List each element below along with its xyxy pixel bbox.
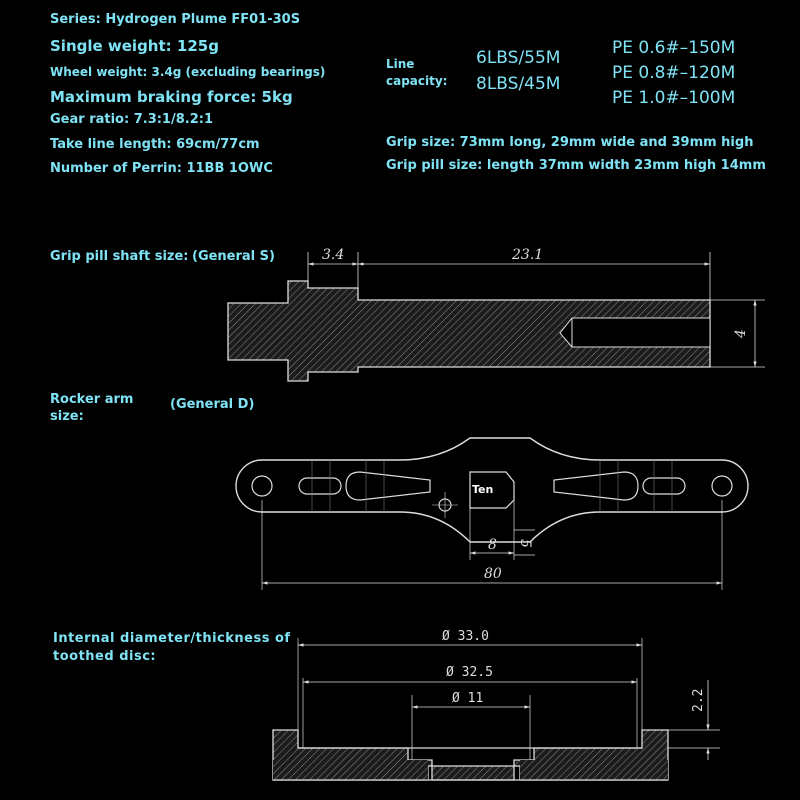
grip-size: Grip size: 73mm long, 29mm wide and 39mm high bbox=[386, 135, 754, 150]
disc-dim-32-5: Ø 32.5 bbox=[446, 665, 493, 680]
grip-pill-size: Grip pill size: length 37mm width 23mm high 14mm bbox=[386, 158, 766, 173]
rocker-general: (General D) bbox=[170, 397, 255, 412]
disc-label-1: Internal diameter/thickness of bbox=[53, 631, 291, 646]
rocker-arm-drawing bbox=[236, 438, 748, 590]
line-pe-1: PE 0.6#–150M bbox=[612, 38, 736, 58]
spec-wheel-weight: Wheel weight: 3.4g (excluding bearings) bbox=[50, 65, 326, 79]
line-lbs-2: 8LBS/45M bbox=[476, 74, 561, 94]
shaft-dim-3-4: 3.4 bbox=[322, 247, 345, 263]
spec-single-weight: Single weight: 125g bbox=[50, 37, 219, 55]
disc-label-2: toothed disc: bbox=[53, 649, 157, 664]
shaft-dim-4: 4 bbox=[733, 329, 749, 338]
spec-series: Series: Hydrogen Plume FF01-30S bbox=[50, 12, 301, 27]
spec-perrin: Number of Perrin: 11BB 1OWC bbox=[50, 161, 273, 176]
spec-gear-ratio: Gear ratio: 7.3:1/8.2:1 bbox=[50, 112, 214, 127]
rocker-dim-5: 5 bbox=[517, 539, 533, 548]
rocker-dim-80: 80 bbox=[484, 566, 502, 582]
line-capacity-label-2: capacity: bbox=[386, 74, 448, 88]
rocker-label-1: Rocker arm bbox=[50, 392, 134, 407]
disc-dim-2-2: 2.2 bbox=[691, 688, 706, 712]
disc-dim-11: Ø 11 bbox=[452, 691, 484, 706]
shaft-dim-23-1: 23.1 bbox=[512, 247, 544, 263]
spec-take-line: Take line length: 69cm/77cm bbox=[50, 137, 260, 152]
shaft-general: (General S) bbox=[192, 249, 275, 264]
disc-drawing bbox=[273, 629, 720, 800]
spec-max-braking: Maximum braking force: 5kg bbox=[50, 88, 293, 106]
line-pe-3: PE 1.0#–100M bbox=[612, 88, 736, 108]
line-pe-2: PE 0.8#–120M bbox=[612, 63, 736, 83]
rocker-center-text: Ten bbox=[472, 483, 494, 496]
line-capacity-label-1: Line bbox=[386, 57, 415, 71]
rocker-label-2: size: bbox=[50, 409, 84, 424]
rocker-dim-8: 8 bbox=[488, 537, 497, 553]
shaft-label: Grip pill shaft size: bbox=[50, 249, 189, 264]
line-lbs-1: 6LBS/55M bbox=[476, 48, 561, 68]
disc-dim-33: Ø 33.0 bbox=[442, 629, 489, 644]
shaft-drawing bbox=[228, 247, 765, 381]
